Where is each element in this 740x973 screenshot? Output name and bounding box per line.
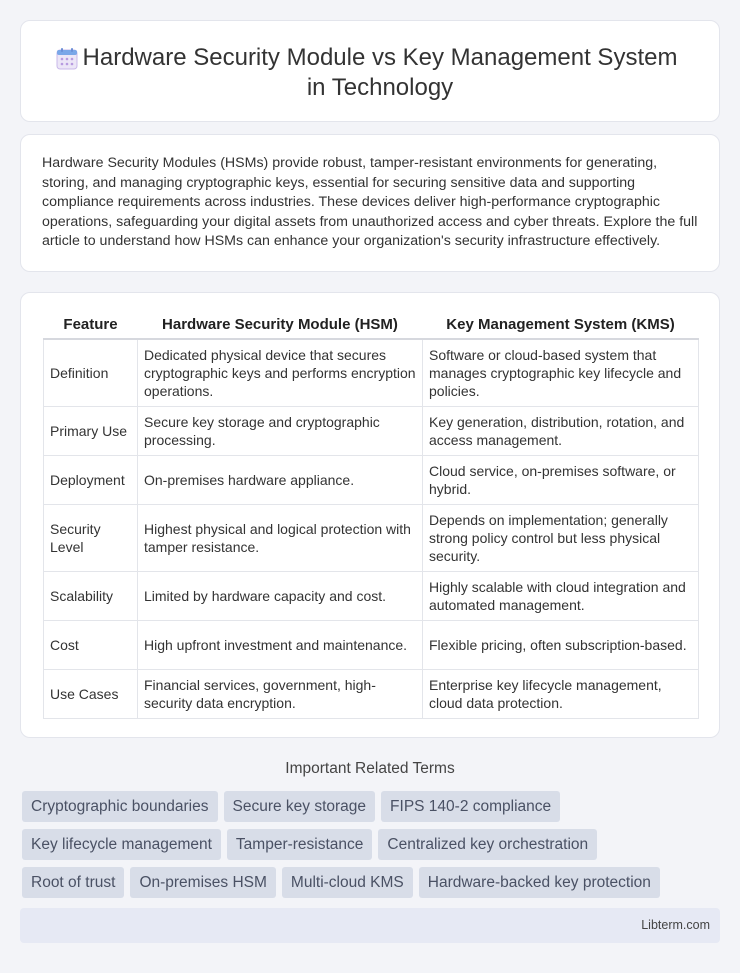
kms-cell: Cloud service, on-premises software, or hybrid. xyxy=(423,456,699,505)
comparison-table-card xyxy=(20,292,720,738)
hsm-cell: Secure key storage and cryptographic processing. xyxy=(138,407,423,456)
table-header-row xyxy=(44,313,699,339)
table-row xyxy=(44,670,699,719)
comparison-table xyxy=(43,313,699,719)
hsm-cell: Dedicated physical device that secures cryptographic keys and performs encryption operations. xyxy=(138,339,423,407)
feature-cell: Deployment xyxy=(44,456,138,505)
related-term-tag[interactable]: Tamper-resistance xyxy=(227,829,373,860)
related-term-tag[interactable]: FIPS 140-2 compliance xyxy=(381,791,560,822)
table-row xyxy=(44,621,699,670)
related-term-tag[interactable]: Centralized key orchestration xyxy=(378,829,597,860)
hsm-cell: High upfront investment and maintenance. xyxy=(138,621,423,670)
related-term-tag[interactable]: Cryptographic boundaries xyxy=(22,791,218,822)
related-term-tag[interactable]: Key lifecycle management xyxy=(22,829,221,860)
hsm-cell: Limited by hardware capacity and cost. xyxy=(138,572,423,621)
kms-cell: Highly scalable with cloud integration and automated management. xyxy=(423,572,699,621)
table-row xyxy=(44,407,699,456)
column-header-hsm: Hardware Security Module (HSM) xyxy=(138,313,423,339)
kms-cell: Flexible pricing, often subscription-based. xyxy=(423,621,699,670)
table-row xyxy=(44,505,699,572)
column-header-feature: Feature xyxy=(44,313,138,339)
related-term-tag[interactable]: On-premises HSM xyxy=(130,867,275,898)
hsm-cell: On-premises hardware appliance. xyxy=(138,456,423,505)
page-title: Hardware Security Module vs Key Management System in Technology xyxy=(82,44,678,101)
footer xyxy=(20,908,720,943)
hsm-cell: Highest physical and logical protection with tamper resistance. xyxy=(138,505,423,572)
related-term-tag[interactable]: Multi-cloud KMS xyxy=(282,867,413,898)
related-terms-heading: Important Related Terms xyxy=(285,760,455,777)
hsm-cell: Financial services, government, high-security data encryption. xyxy=(138,670,423,719)
feature-cell: Primary Use xyxy=(44,407,138,456)
tag-row xyxy=(22,867,718,898)
related-terms-list xyxy=(22,791,718,905)
kms-cell: Depends on implementation; generally strong policy control but less physical security. xyxy=(423,505,699,572)
feature-cell: Definition xyxy=(44,339,138,407)
tag-row xyxy=(22,829,718,860)
intro-paragraph: Hardware Security Modules (HSMs) provide robust, tamper-resistant environments for generating, storing, and managing cryptographic keys, essential for securing sensitive data and supporting compliance requirements across industries. These devices deliver high-performance cryptographic operations, safeguarding your digital assets from unauthorized access and cyber threats. Explore the full article to understand how HSMs can enhance your organization's security infrastructure effectively. xyxy=(42,155,698,249)
table-row xyxy=(44,456,699,505)
footer-site-link[interactable]: Libterm.com xyxy=(641,918,710,932)
tag-row xyxy=(22,791,718,822)
related-term-tag[interactable]: Root of trust xyxy=(22,867,124,898)
related-term-tag[interactable]: Hardware-backed key protection xyxy=(419,867,660,898)
table-row xyxy=(44,339,699,407)
table-row xyxy=(44,572,699,621)
column-header-kms: Key Management System (KMS) xyxy=(423,313,699,339)
feature-cell: Cost xyxy=(44,621,138,670)
kms-cell: Enterprise key lifecycle management, cloud data protection. xyxy=(423,670,699,719)
feature-cell: Use Cases xyxy=(44,670,138,719)
related-term-tag[interactable]: Secure key storage xyxy=(224,791,376,822)
kms-cell: Key generation, distribution, rotation, and access management. xyxy=(423,407,699,456)
feature-cell: Scalability xyxy=(44,572,138,621)
kms-cell: Software or cloud-based system that manages cryptographic key lifecycle and policies. xyxy=(423,339,699,407)
intro-card xyxy=(20,134,720,272)
feature-cell: Security Level xyxy=(44,505,138,572)
title-card xyxy=(20,20,720,122)
